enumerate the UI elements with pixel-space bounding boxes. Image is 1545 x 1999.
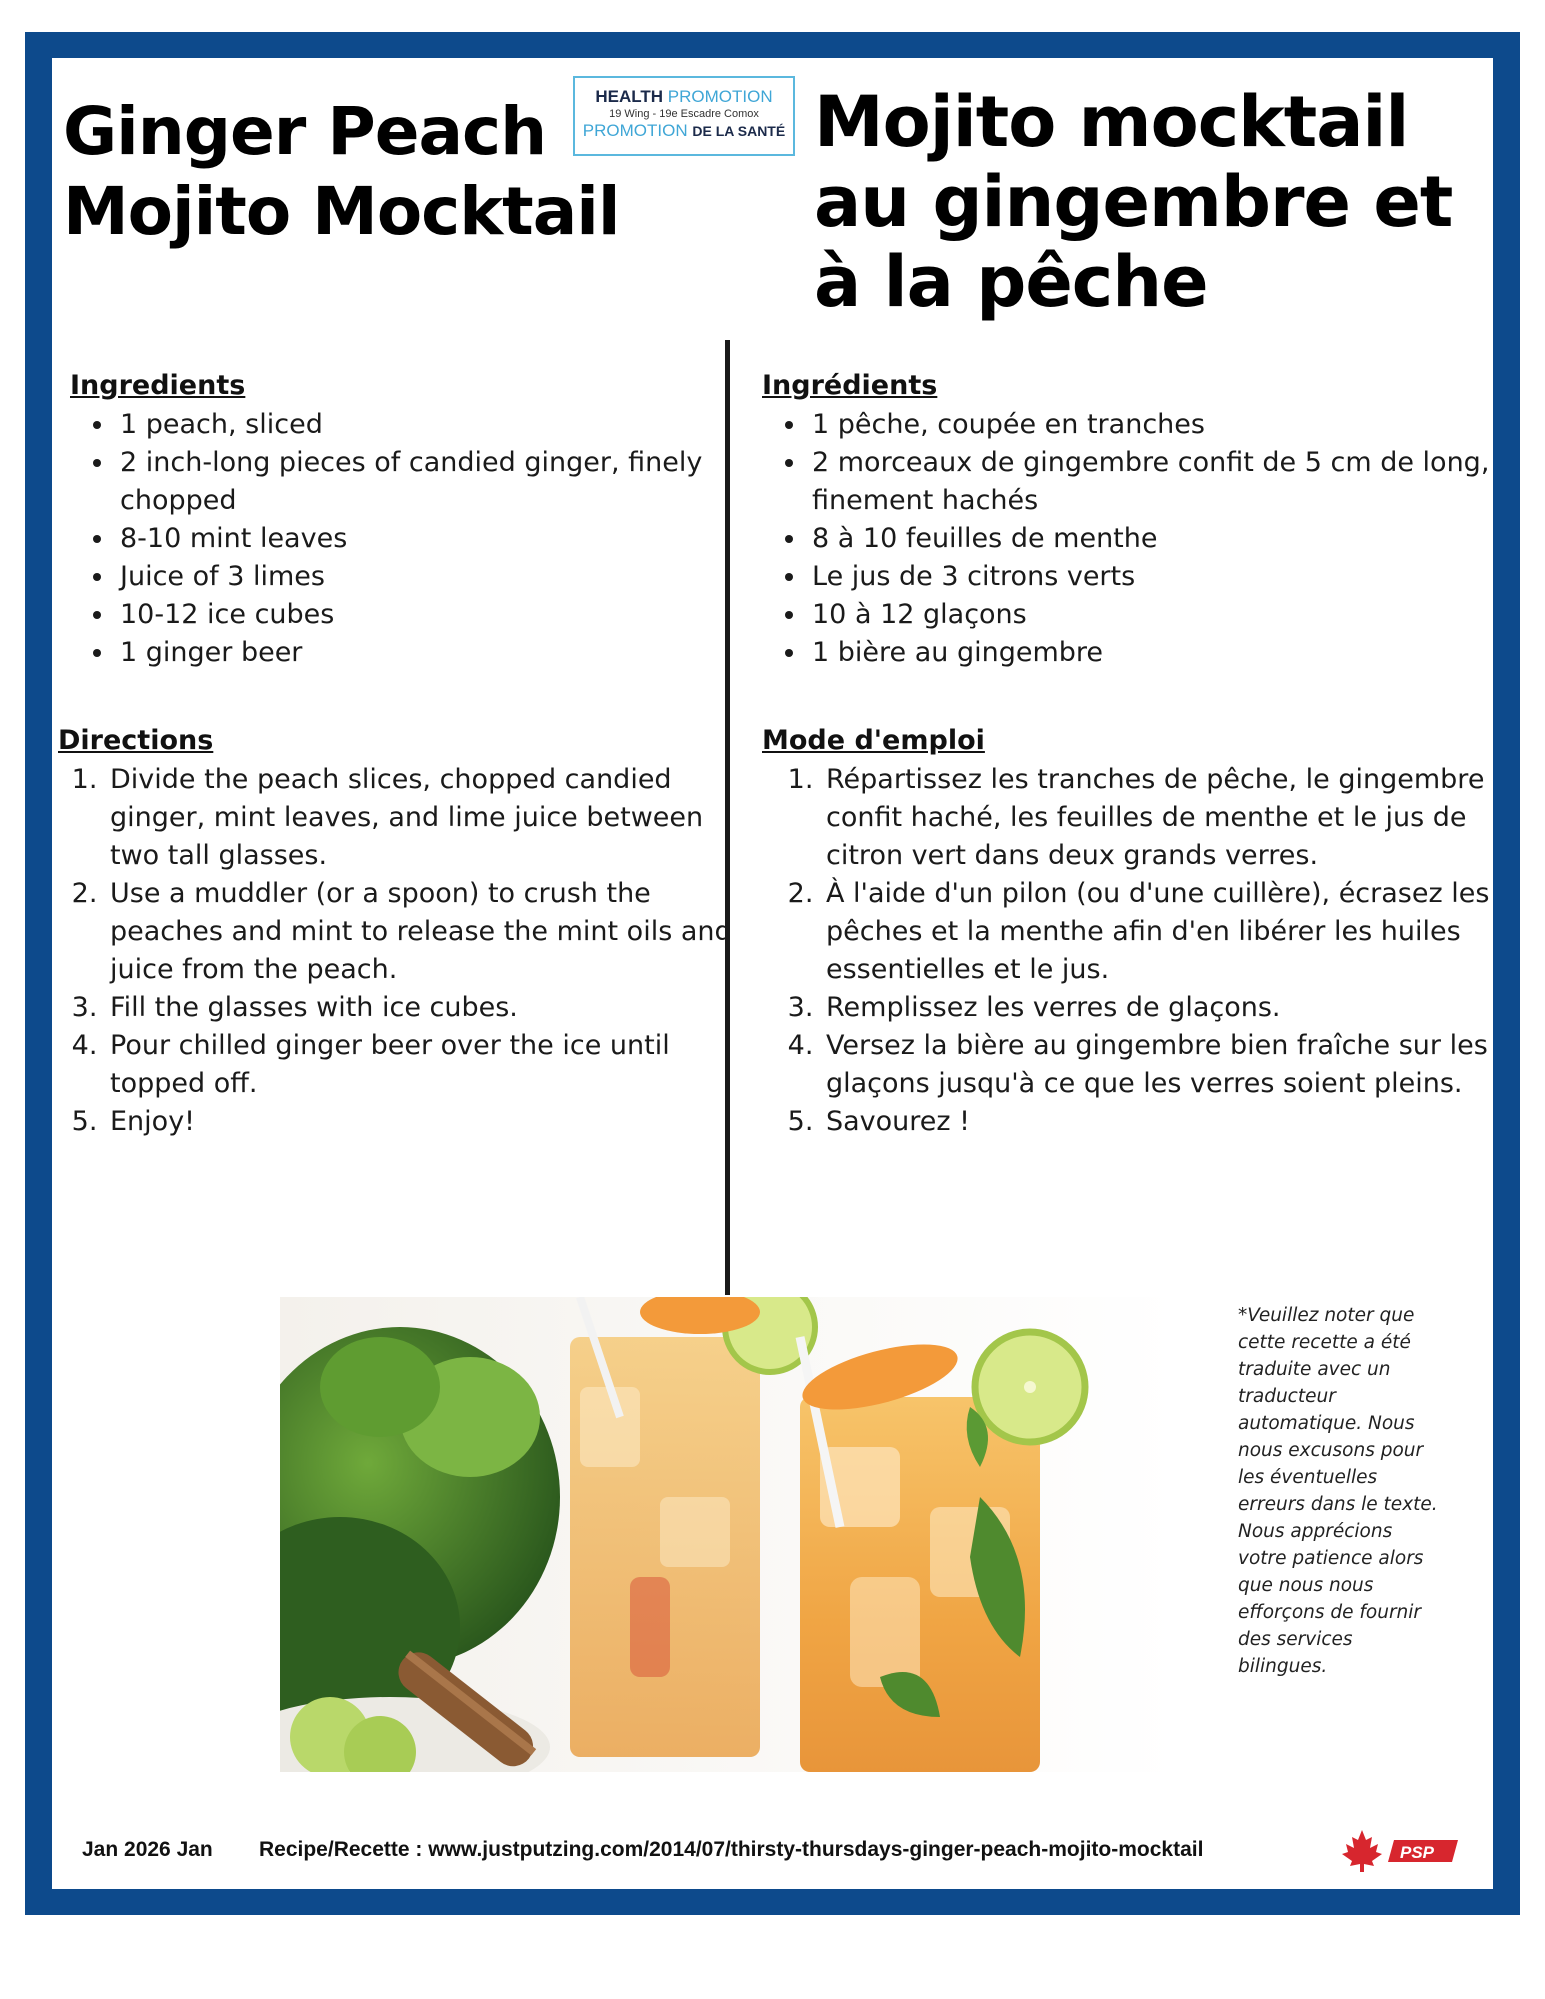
directions-list-fr xyxy=(780,761,1512,1141)
direction-step: 5. Savourez ! xyxy=(822,1103,1512,1141)
logo-health-text: HEALTH xyxy=(595,87,664,106)
ingredient-item: • 1 pêche, coupée en tranches xyxy=(808,406,1498,444)
direction-step: 1. Répartissez les tranches de pêche, le gingembre confit haché, les feuilles de menthe et le jus de citron vert dans deux grands verres. xyxy=(822,761,1512,875)
title-french: Mojito mocktail au gingembre et à la pêche xyxy=(814,81,1453,323)
ingredient-item: • 2 morceaux de gingembre confit de 5 cm de long, finement hachés xyxy=(808,444,1498,520)
ingredients-heading-fr: Ingrédients xyxy=(762,370,938,401)
recipe-source-link[interactable]: Recipe/Recette : www.justputzing.com/2014/07/thirsty-thursdays-ginger-peach-mojito-mocktail xyxy=(259,1838,1204,1861)
ingredient-item: • Juice of 3 limes xyxy=(116,558,756,596)
direction-step: 4. Versez la bière au gingembre bien fraîche sur les glaçons jusqu'à ce que les verres soient pleins. xyxy=(822,1027,1512,1103)
ingredient-item: • Le jus de 3 citrons verts xyxy=(808,558,1498,596)
direction-step: 2. Use a muddler (or a spoon) to crush the peaches and mint to release the mint oils and juice from the peach. xyxy=(106,875,758,989)
ingredient-item: • 10 à 12 glaçons xyxy=(808,596,1498,634)
translation-note: *Veuillez noter que cette recette a été traduite avec un traducteur automatique. Nous nous excusons pour les éventuelles erreurs dans le texte. Nous apprécions votre patience alors que nous nous efforçons de fournir des services bilingues. xyxy=(1238,1305,1438,1677)
psp-logo xyxy=(1388,1840,1458,1862)
title-english: Ginger Peach Mojito Mocktail xyxy=(63,93,620,250)
ingredients-list-en xyxy=(70,406,756,672)
footer-date: Jan 2026 Jan xyxy=(82,1838,213,1861)
direction-step: 3. Remplissez les verres de glaçons. xyxy=(822,989,1512,1027)
directions-heading-en: Directions xyxy=(58,725,214,756)
ingredients-list-fr xyxy=(762,406,1498,672)
logo-promotion-fr-text: PROMOTION xyxy=(582,121,688,140)
mocktail-photo xyxy=(280,1297,1178,1772)
ingredient-item: • 2 inch-long pieces of candied ginger, finely chopped xyxy=(116,444,756,520)
ingredient-item: • 1 bière au gingembre xyxy=(808,634,1498,672)
ingredient-item: • 1 ginger beer xyxy=(116,634,756,672)
caf-psp-logo xyxy=(1340,1828,1460,1872)
health-promotion-logo xyxy=(573,76,795,156)
ingredients-heading-en: Ingredients xyxy=(70,370,246,401)
direction-step: 2. À l'aide d'un pilon (ou d'une cuillère), écrasez les pêches et la menthe afin d'en libérer les huiles essentielles et le jus. xyxy=(822,875,1512,989)
directions-heading-fr: Mode d'emploi xyxy=(762,725,985,756)
direction-step: 1. Divide the peach slices, chopped candied ginger, mint leaves, and lime juice between two tall glasses. xyxy=(106,761,758,875)
ingredient-item: • 10-12 ice cubes xyxy=(116,596,756,634)
ingredient-item: • 1 peach, sliced xyxy=(116,406,756,444)
svg-text:PSP: PSP xyxy=(1400,1843,1435,1862)
logo-wing-text: 19 Wing - 19e Escadre Comox xyxy=(609,108,759,120)
direction-step: 3. Fill the glasses with ice cubes. xyxy=(106,989,758,1027)
logo-promotion-text: PROMOTION xyxy=(667,87,773,106)
maple-leaf-icon xyxy=(1342,1830,1382,1872)
ingredient-item: • 8 à 10 feuilles de menthe xyxy=(808,520,1498,558)
logo-de-la-sante-text: DE LA SANTÉ xyxy=(692,123,786,139)
directions-list-en xyxy=(64,761,758,1141)
direction-step: 5. Enjoy! xyxy=(106,1103,758,1141)
ingredient-item: • 8-10 mint leaves xyxy=(116,520,756,558)
direction-step: 4. Pour chilled ginger beer over the ice until topped off. xyxy=(106,1027,758,1103)
